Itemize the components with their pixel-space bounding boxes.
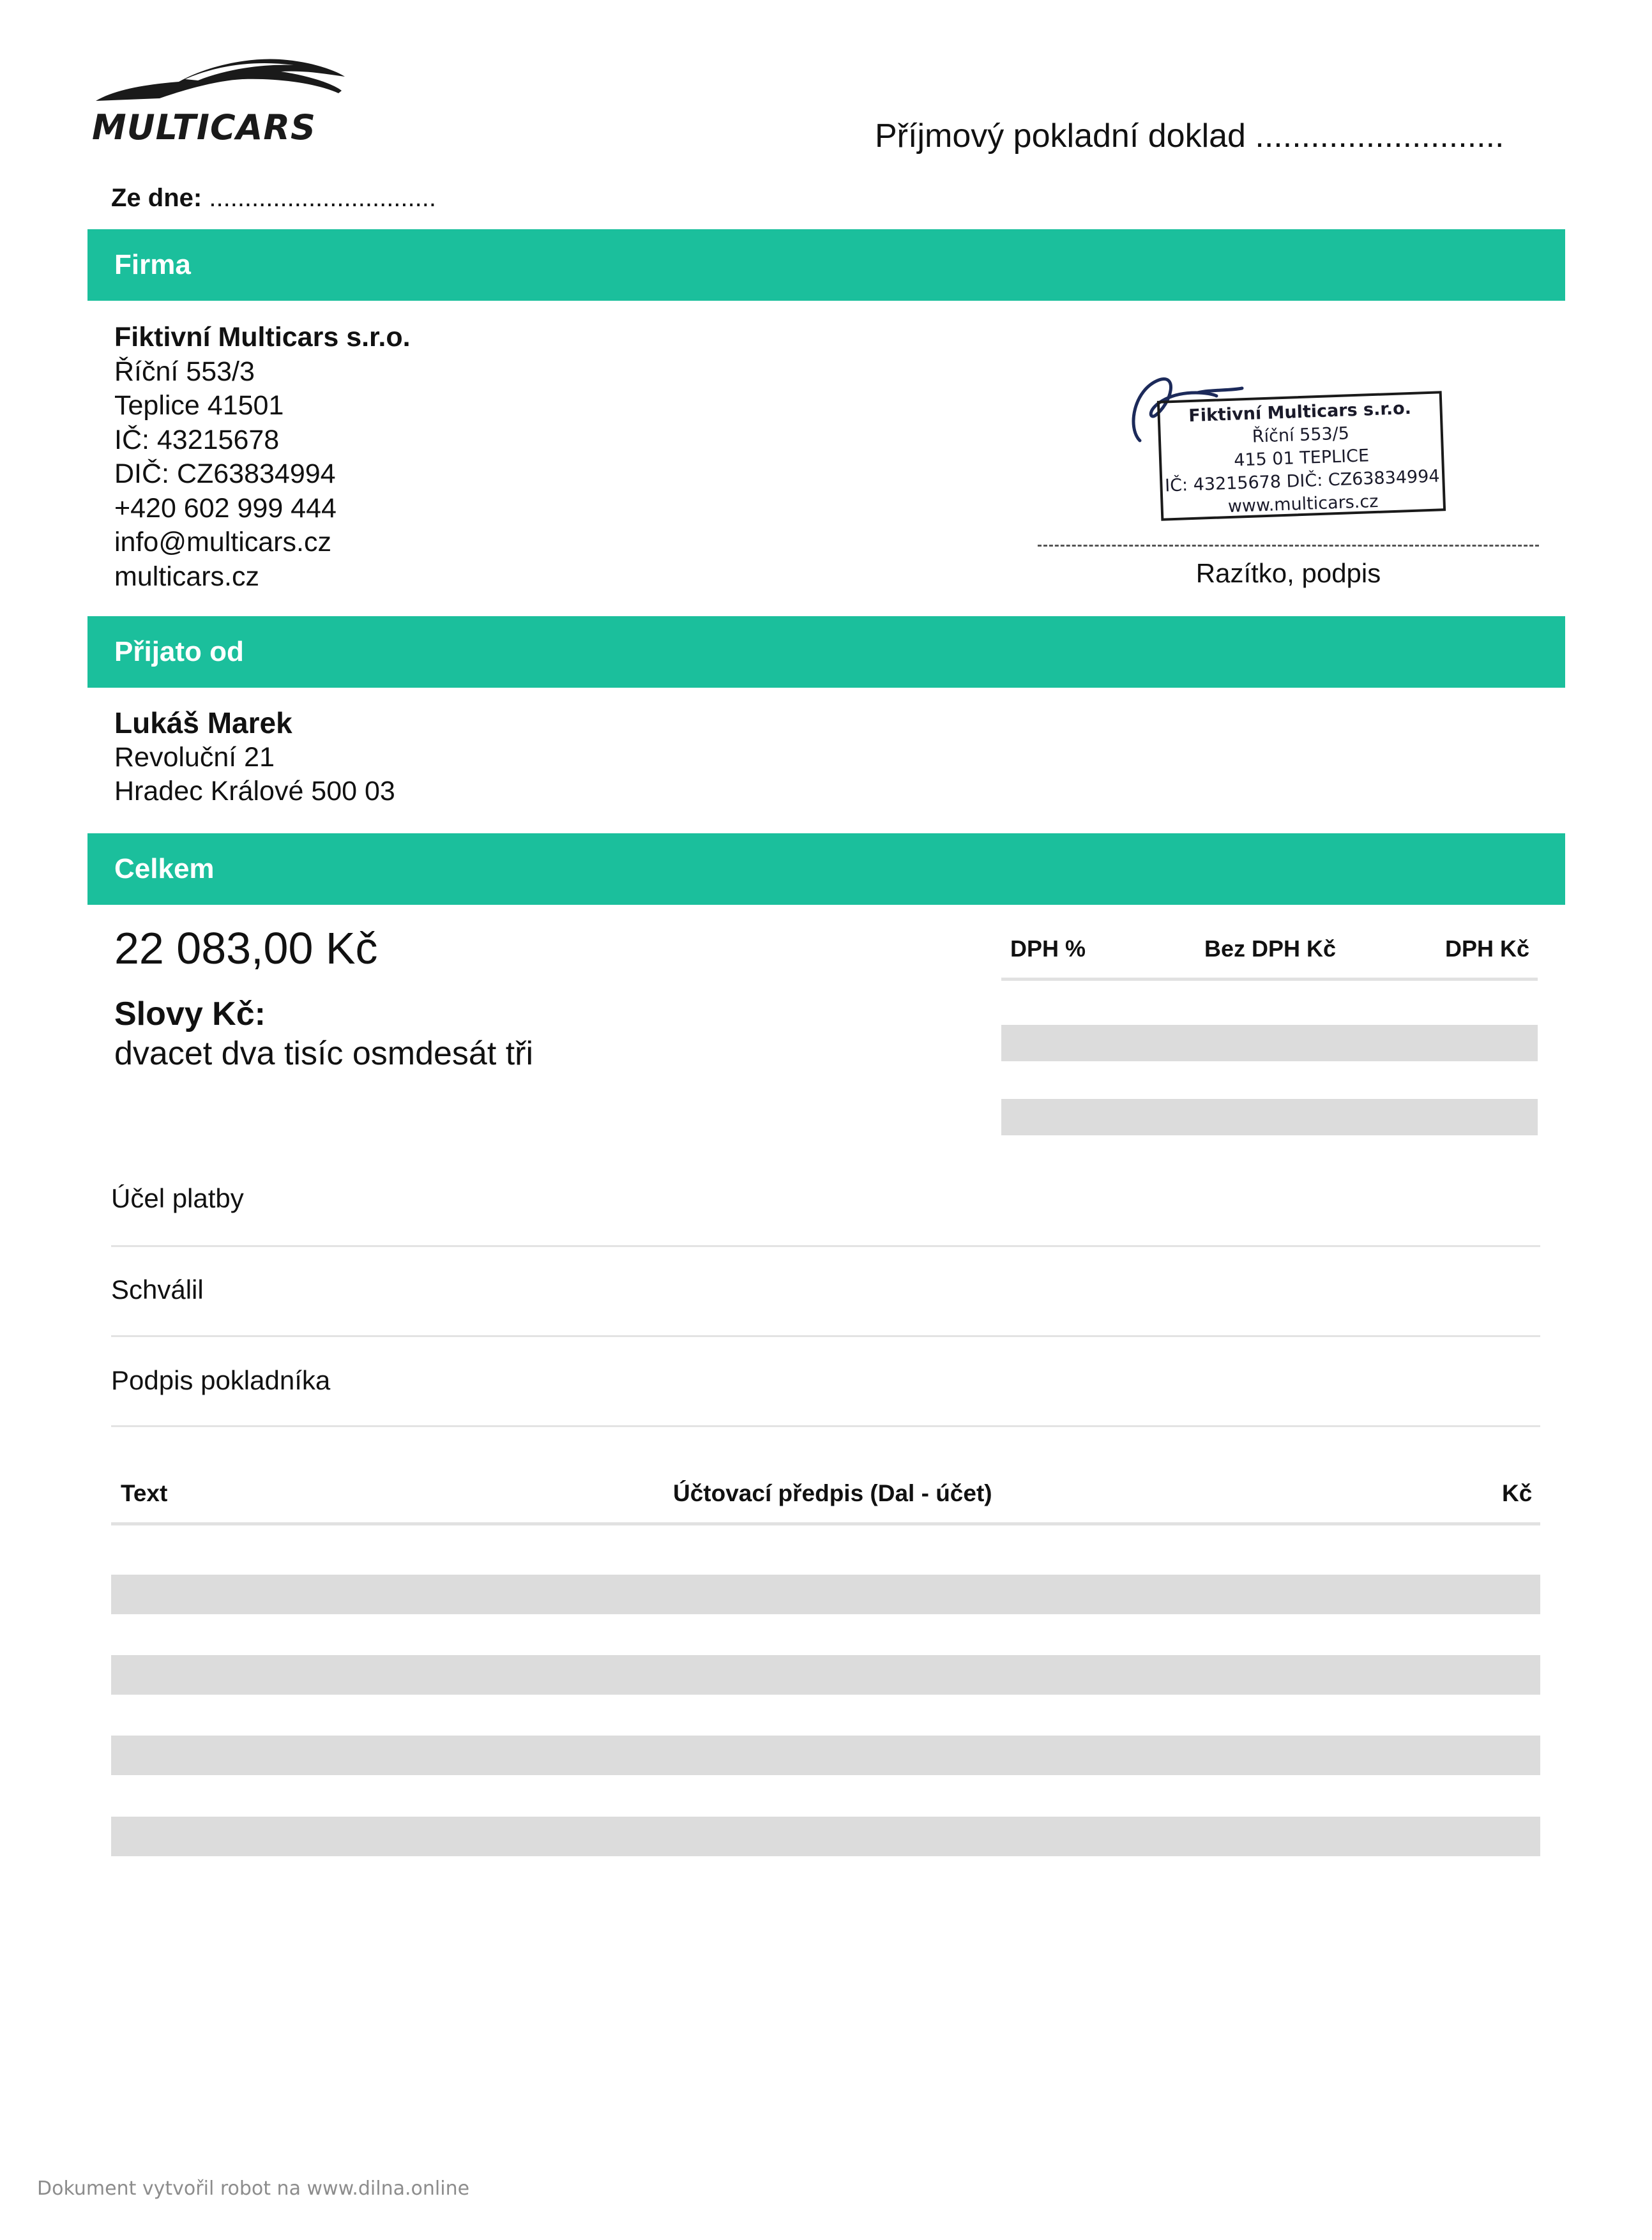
- payment-purpose-label: Účel platby: [111, 1183, 244, 1213]
- firm-city: Teplice 41501: [114, 390, 284, 421]
- payer-street: Revoluční 21: [114, 741, 275, 773]
- payer-city: Hradec Králové 500 03: [114, 776, 395, 806]
- stamp-line-4: IČ: 43215678 DIČ: CZ63834994: [1164, 466, 1441, 496]
- payer-name: Lukáš Marek: [114, 706, 292, 739]
- section-bar-received-from: Přijato od: [87, 616, 1565, 688]
- stamp-line-2: Říční 553/5: [1252, 423, 1350, 447]
- field-divider: [111, 1245, 1540, 1247]
- table-header-underline: [111, 1522, 1540, 1525]
- car-silhouette-icon: [89, 51, 348, 109]
- table-row: [111, 1655, 1540, 1695]
- cashier-signature-label: Podpis pokladníka: [111, 1365, 331, 1395]
- table-row: [111, 1817, 1540, 1856]
- vat-header-underline: [1001, 978, 1538, 981]
- approved-by-label: Schválil: [111, 1275, 204, 1305]
- field-divider: [111, 1335, 1540, 1337]
- received-from-details: [114, 706, 395, 809]
- table-row: [111, 1575, 1540, 1614]
- amount-in-words: dvacet dva tisíc osmdesát tři: [114, 1035, 534, 1072]
- table-header-accounting: Účtovací předpis (Dal - účet): [673, 1480, 992, 1506]
- date-row: [111, 184, 436, 213]
- table-row: [111, 1736, 1540, 1775]
- table-header-amount: Kč: [1502, 1480, 1533, 1506]
- amount-in-words-label: Slovy Kč:: [114, 995, 266, 1033]
- firm-dic: DIČ: CZ63834994: [114, 458, 336, 489]
- firm-details: [114, 321, 411, 594]
- firm-web: multicars.cz: [114, 561, 259, 592]
- table-header-text: Text: [121, 1480, 168, 1506]
- firm-ico: IČ: 43215678: [114, 424, 280, 455]
- firm-email: info@multicars.cz: [114, 527, 331, 557]
- document-title: Příjmový pokladní doklad ...........................: [875, 117, 1504, 155]
- section-bar-firm: Firma: [87, 229, 1565, 301]
- multicars-logo: [89, 51, 348, 147]
- stamp-line-1: Fiktivní Multicars s.r.o.: [1188, 398, 1412, 427]
- stamp-box: [1157, 391, 1446, 520]
- vat-row: [1001, 1099, 1538, 1135]
- vat-header-vat: DPH Kč: [1445, 935, 1530, 962]
- logo-text: MULTICARS: [92, 107, 316, 148]
- stamp-label: Razítko, podpis: [1195, 558, 1381, 588]
- stamp-line-5: www.multicars.cz: [1227, 491, 1379, 517]
- total-amount: 22 083,00 Kč: [114, 923, 378, 973]
- firm-phone: +420 602 999 444: [114, 492, 337, 524]
- stamp-line-3: 415 01 TEPLICE: [1233, 446, 1370, 471]
- firm-name: Fiktivní Multicars s.r.o.: [114, 322, 411, 352]
- section-bar-total: Celkem: [87, 833, 1565, 905]
- company-stamp: [1121, 358, 1453, 530]
- signature-line: [1038, 545, 1539, 547]
- footer-note: Dokument vytvořil robot na www.dilna.online: [37, 2177, 470, 2200]
- firm-street: Říční 553/3: [114, 356, 255, 387]
- vat-header-rate: DPH %: [1010, 935, 1086, 962]
- date-label: Ze dne:: [111, 184, 202, 212]
- vat-row: [1001, 1025, 1538, 1061]
- field-divider: [111, 1425, 1540, 1427]
- vat-header-base: Bez DPH Kč: [1204, 935, 1337, 962]
- date-value: ................................: [209, 184, 436, 212]
